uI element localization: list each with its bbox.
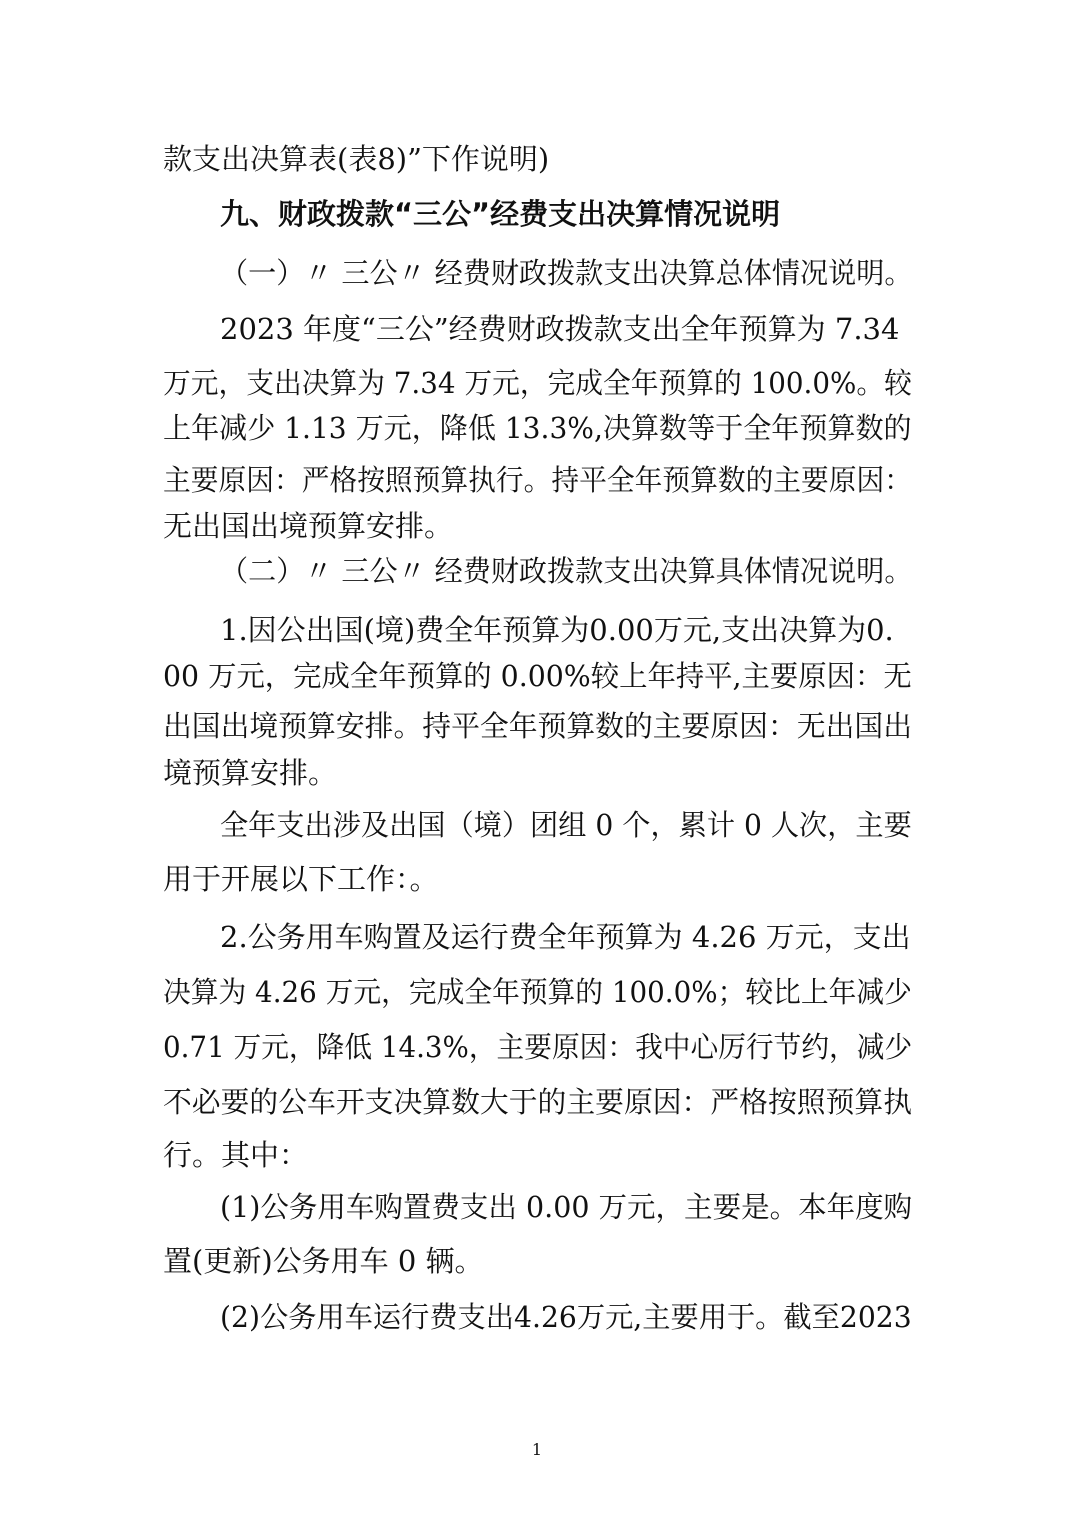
text-line: 不必要的公车开支决算数大于的主要原因：严格按照预算执	[163, 1085, 913, 1119]
text-line: 2023 年度“三公”经费财政拨款支出全年预算为 7.34	[220, 312, 900, 346]
subsection-heading: （一）〃 三公〃 经费财政拨款支出决算总体情况说明。	[220, 256, 913, 290]
text-line: 决算为 4.26 万元，完成全年预算的 100.0%；较比上年减少	[163, 975, 912, 1009]
text-line: 无出国出境预算安排。	[163, 509, 454, 543]
text-line: 行。其中：	[163, 1138, 309, 1172]
text-line: 2.公务用车购置及运行费全年预算为 4.26 万元，支出	[220, 920, 911, 954]
text-line: 置(更新)公务用车 0 辆。	[163, 1244, 484, 1278]
text-line: 全年支出涉及出国（境）团组 0 个，累计 0 人次，主要	[220, 808, 912, 842]
subsection-heading: （二）〃 三公〃 经费财政拨款支出决算具体情况说明。	[220, 554, 913, 588]
text-line: 款支出决算表(表8)”下作说明)	[163, 142, 550, 176]
text-line: 上年减少 1.13 万元，降低 13.3%,决算数等于全年预算数的	[163, 411, 912, 445]
text-line: 出国出境预算安排。持平全年预算数的主要原因：无出国出	[163, 709, 913, 743]
text-line: 用于开展以下工作：。	[163, 862, 439, 896]
section-heading: 九、财政拨款“三公”经费支出决算情况说明	[220, 197, 781, 231]
text-line: (2)公务用车运行费支出4.26万元,主要用于。截至2023	[220, 1300, 912, 1334]
page-number: 1	[531, 1440, 543, 1459]
text-line: 1.因公出国(境)费全年预算为0.00万元,支出决算为0.	[220, 613, 894, 647]
text-line: 万元，支出决算为 7.34 万元，完成全年预算的 100.0%。较	[163, 366, 912, 400]
text-line: 00 万元，完成全年预算的 0.00%较上年持平,主要原因：无	[163, 659, 912, 693]
text-line: (1)公务用车购置费支出 0.00 万元，主要是。本年度购	[220, 1190, 913, 1224]
text-line: 0.71 万元，降低 14.3%，主要原因：我中心厉行节约，减少	[163, 1030, 913, 1064]
text-line: 主要原因：严格按照预算执行。持平全年预算数的主要原因：	[163, 463, 913, 497]
text-line: 境预算安排。	[163, 756, 338, 790]
